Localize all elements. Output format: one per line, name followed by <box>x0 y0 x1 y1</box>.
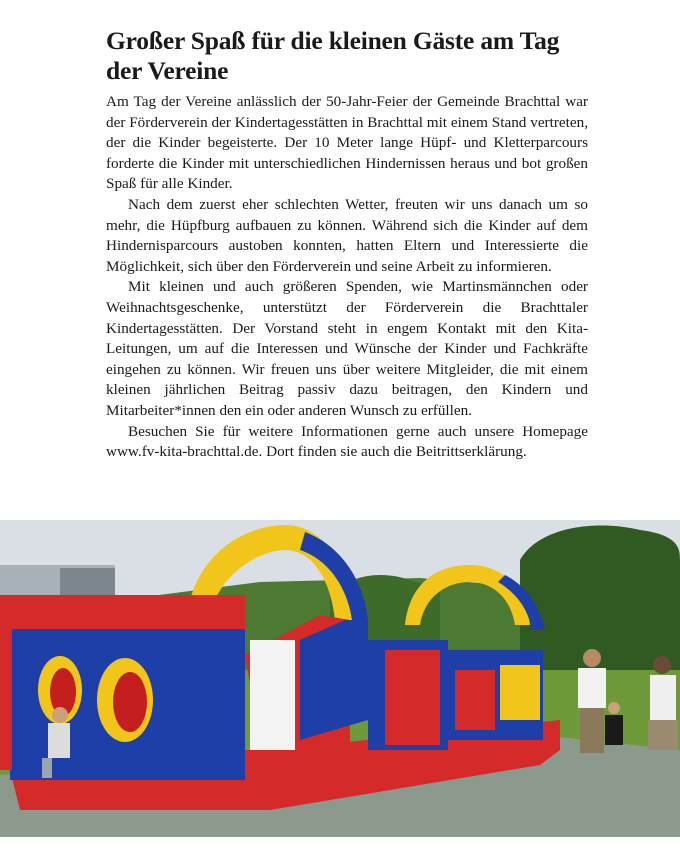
photo-climb-wall <box>250 640 295 750</box>
photo-right-red <box>455 670 495 730</box>
photo-hole-2-inner <box>113 672 147 732</box>
paragraph-2: Nach dem zuerst eher schlechten Wetter, freuten wir uns danach um so mehr, die Hüpfburg aufbauen zu können. Während sich die Kinder auf dem Hindernisparcours austoben konnten, hatten Eltern und Interessierte die Möglichkeit, sich über den Förderverein und seine Arbeit zu informieren. <box>106 195 588 275</box>
photo-castle-left-block-top <box>10 615 245 629</box>
photo-ramp-blue <box>300 620 368 740</box>
article-body <box>106 92 588 463</box>
photo-right-yellow <box>500 665 540 720</box>
paragraph-1: Am Tag der Vereine anlässlich der 50-Jahr-Feier der Gemeinde Brachttal war der Förderverein der Kindertagesstätten in Brachttal mit einem Stand vertreten, der die Kinder begeisterte. Der 10 Meter lange Hüpf- und Kletterparcours forderte die Kinder mit unterschiedlichen Hindernissen heraus und bot großen Spaß für alle Kinder. <box>106 93 588 193</box>
article <box>106 26 588 463</box>
photo-left-edge <box>0 610 12 770</box>
paragraph-4: Besuchen Sie für weitere Informationen gerne auch unsere Homepage www.fv-kita-brachttal.de. Dort finden sie auch die Beitrittserklärung. <box>106 422 588 461</box>
article-headline: Großer Spaß für die kleinen Gäste am Tag der Vereine <box>106 26 560 85</box>
photo-middle-red <box>385 650 440 745</box>
bouncy-castle-photo <box>0 520 680 837</box>
paragraph-3: Mit kleinen und auch größeren Spenden, wie Martinsmännchen oder Weihnachtsgeschenke, unterstützt der Förderverein die Brachttaler Kindertagesstätten. Der Vorstand steht in engem Kontakt mit den Kita-Leitungen, um auf die Interessen und Wünsche der Kinder und Fachkräfte eingehen zu können. Wir freuen uns über weitere Mitgleider, die mit einem kleinen jährlichen Beitrag passiv dazu beitragen, den Kindern und Mitarbeiter*innen den ein oder anderen Wunsch zu erfüllen. <box>106 278 588 419</box>
photo-building-roof <box>60 568 115 596</box>
